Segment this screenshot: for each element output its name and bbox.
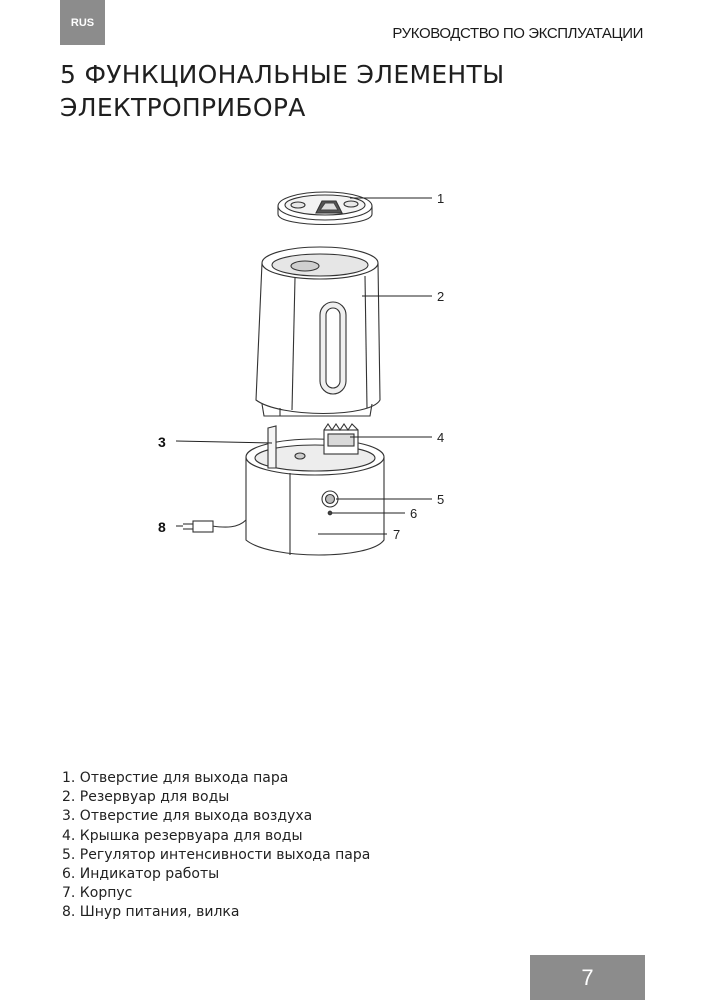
manual-header-title: РУКОВОДСТВО ПО ЭКСПЛУАТАЦИИ [392,25,643,42]
language-tab [60,0,105,45]
callout-1: 1 [437,191,445,206]
callout-8: 8 [158,519,166,535]
section-title [60,58,660,124]
section-title-line-1: 5 ФУНКЦИОНАЛЬНЫЕ ЭЛЕМЕНТЫ [60,60,505,89]
callout-6: 6 [410,506,418,521]
callout-3: 3 [158,434,166,450]
page-number-label: 7 [581,964,594,990]
legend-item: 4. Крышка резервуара для воды [62,827,303,844]
legend-item: 6. Индикатор работы [62,866,220,883]
base-body-illustration [246,424,384,555]
power-cord-illustration [183,520,246,532]
legend-item: 1. Отверстие для выхода пара [62,770,289,786]
page-number [530,955,645,1000]
legend-item: 3. Отверстие для выхода воздуха [62,808,313,825]
callout-4: 4 [437,430,445,445]
legend-item: 8. Шнур питания, вилка [62,904,240,921]
callout-2: 2 [437,289,445,304]
callout-5: 5 [437,492,445,507]
top-cap-illustration [278,192,372,225]
section-title-line-2: ЭЛЕКТРОПРИБОРА [60,93,306,122]
legend-item: 7. Корпус [62,885,133,902]
legend-item: 2. Резервуар для воды [62,789,230,806]
callout-7: 7 [393,527,401,542]
water-tank-illustration [256,247,380,416]
parts-legend [62,769,370,923]
humidifier-exploded-diagram [0,180,705,580]
legend-item: 5. Регулятор интенсивности выхода пара [62,846,371,863]
language-label: RUS [70,16,95,29]
